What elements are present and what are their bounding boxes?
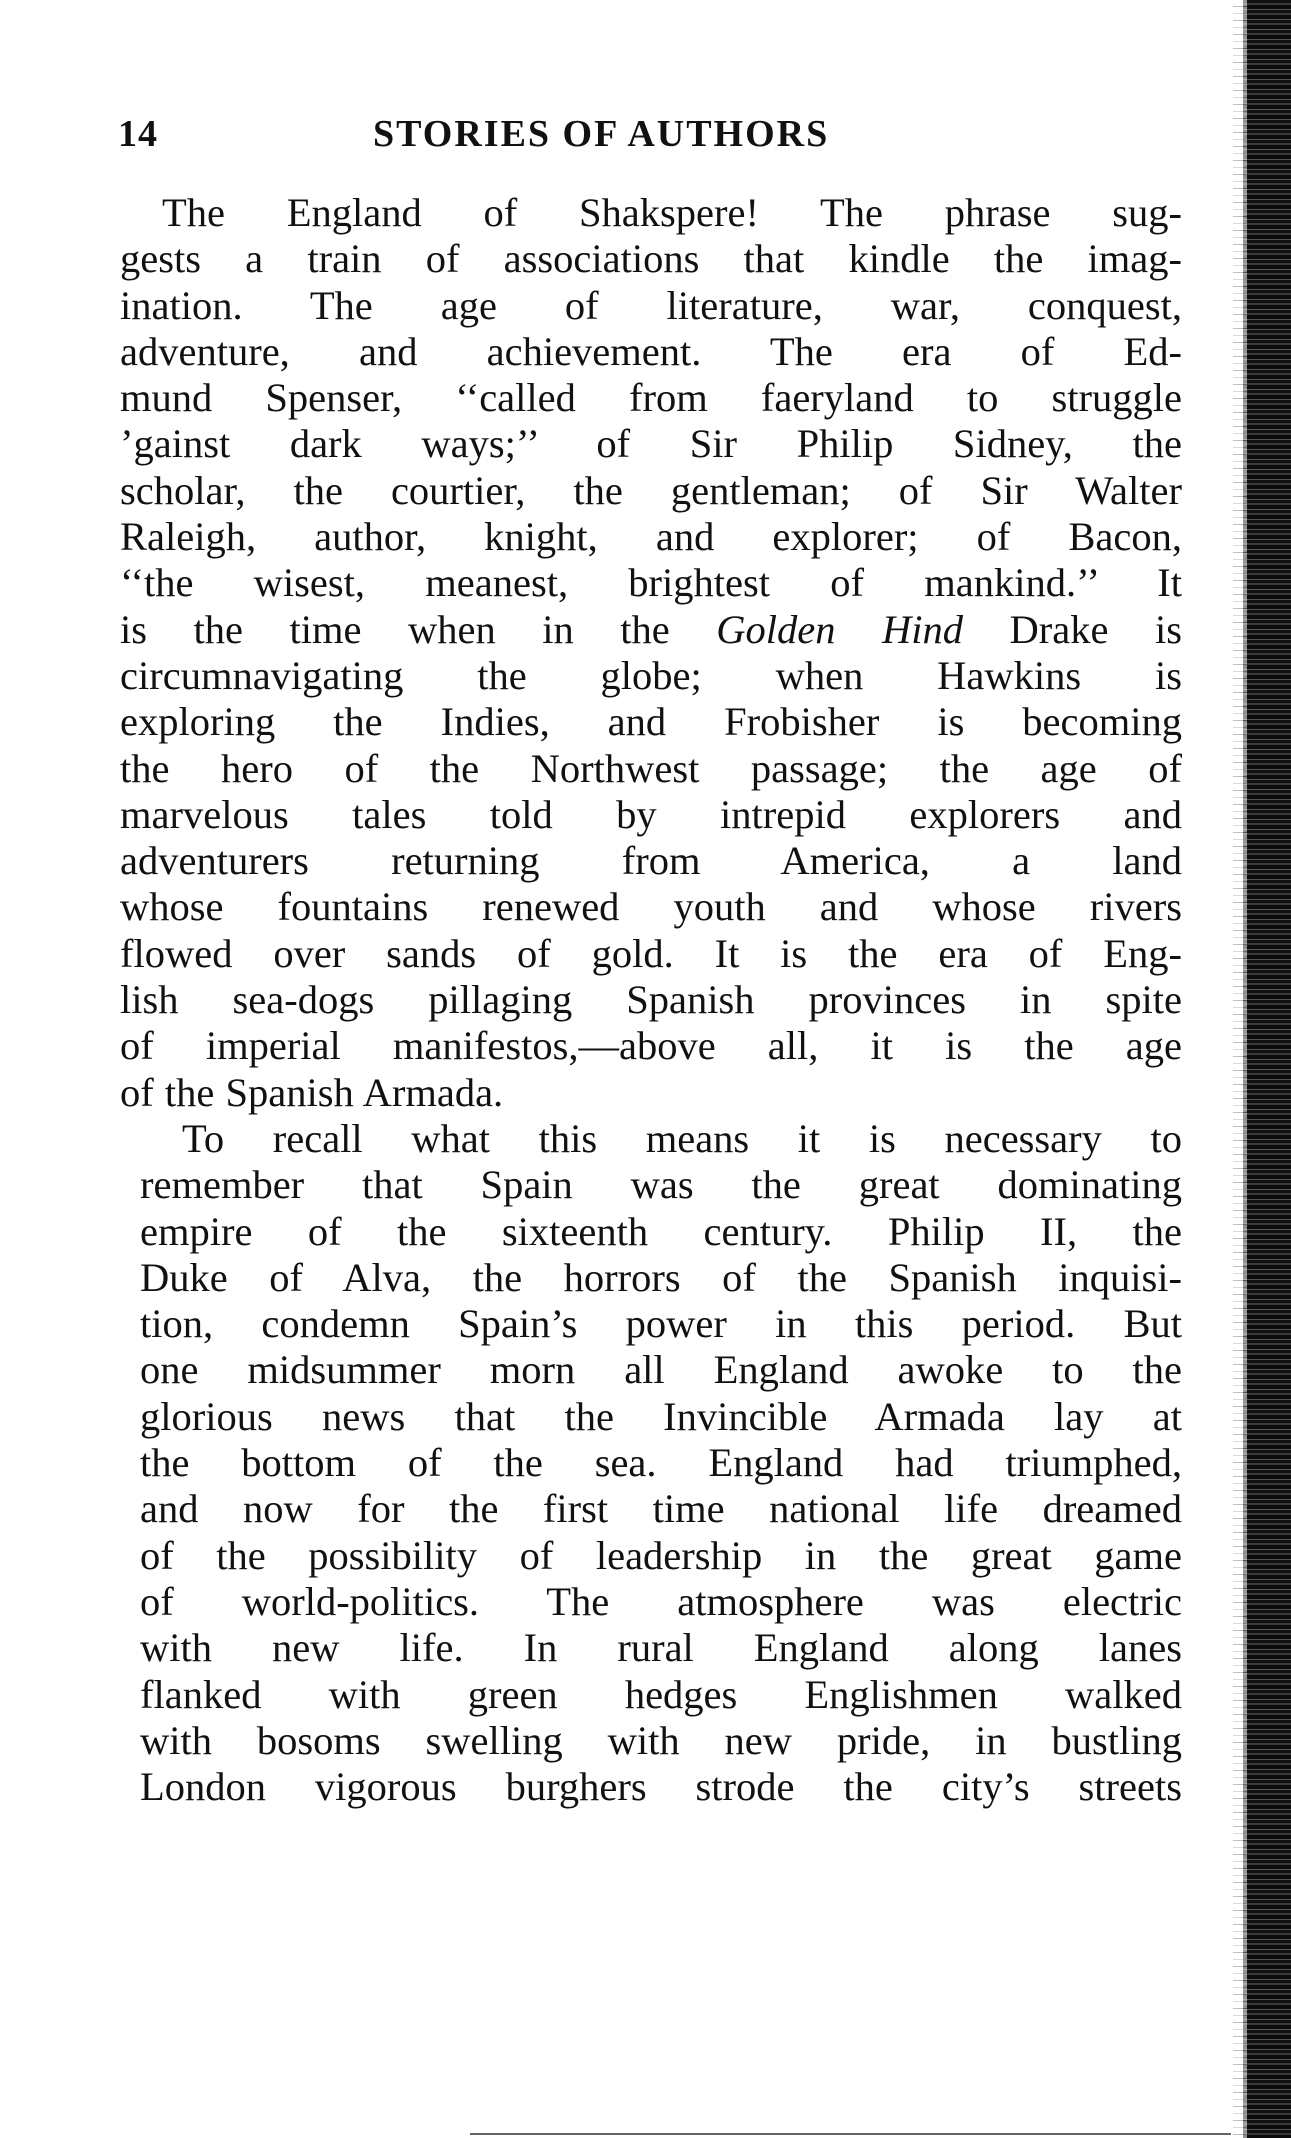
text-line: tion, condemn Spain’s power in this period. But [140,1301,1182,1347]
text-line-with-italic [120,607,1182,653]
text-line: one midsummer morn all England awoke to the [140,1347,1182,1393]
italic-ship-name: Golden Hind [716,606,964,652]
text-line: of world-politics. The atmosphere was electric [140,1578,1182,1624]
text-line: scholar, the courtier, the gentleman; of Sir Walter [120,467,1182,513]
text-line: London vigorous burghers strode the city’s streets [140,1764,1182,1810]
page-number: 14 [118,113,158,155]
text-line: ‘‘the wisest, meanest, brightest of mankind.’’ It [120,560,1182,606]
text-line: whose fountains renewed youth and whose rivers [120,884,1182,930]
page-edge-scan-shadow [1243,0,1291,2138]
text-line: ’gainst dark ways;’’ of Sir Philip Sidney, the [120,421,1182,467]
body-text [120,190,1182,1810]
text-line: Raleigh, author, knight, and explorer; of Bacon, [120,514,1182,560]
text-segment: Drake is [963,606,1182,652]
text-line: empire of the sixteenth century. Philip II, the [140,1208,1182,1254]
text-line: with new life. In rural England along lanes [140,1625,1182,1671]
text-line: The England of Shakspere! The phrase sug- [162,190,1182,235]
text-line: To recall what this means it is necessary to [182,1115,1182,1161]
paragraph-2 [140,1116,1182,1810]
text-line: of imperial manifestos,—above all, it is the age [120,1023,1182,1069]
text-line: adventure, and achievement. The era of Ed- [120,328,1182,374]
text-line: of the Spanish Armada. [120,1069,504,1115]
text-line: flowed over sands of gold. It is the era of Eng- [120,930,1182,976]
text-line: and now for the first time national life dreamed [140,1486,1182,1532]
text-line: glorious news that the Invincible Armada lay at [140,1393,1182,1439]
text-line: marvelous tales told by intrepid explorers and [120,791,1182,837]
text-segment: is the time when in the [120,606,717,652]
text-line: Duke of Alva, the horrors of the Spanish inquisi- [140,1254,1182,1300]
text-line: the bottom of the sea. England had triumphed, [140,1440,1182,1486]
text-line: circumnavigating the globe; when Hawkins is [120,652,1182,698]
running-title: STORIES OF AUTHORS [373,113,830,155]
text-line: adventurers returning from America, a land [120,838,1182,884]
text-line: gests a train of associations that kindle the imag- [120,236,1182,282]
text-line: with bosoms swelling with new pride, in bustling [140,1717,1182,1763]
running-head [118,112,1188,162]
text-line: exploring the Indies, and Frobisher is becoming [120,699,1182,745]
bottom-rule [470,2133,1231,2135]
text-line: flanked with green hedges Englishmen walked [140,1671,1182,1717]
text-line: the hero of the Northwest passage; the age of [120,745,1182,791]
text-line: mund Spenser, ‘‘called from faeryland to struggle [120,375,1182,421]
paragraph-1 [120,190,1182,1116]
text-line: lish sea-dogs pillaging Spanish provinces in spite [120,977,1182,1023]
text-line: ination. The age of literature, war, conquest, [120,282,1182,328]
text-line: of the possibility of leadership in the great game [140,1532,1182,1578]
text-line: remember that Spain was the great dominating [140,1162,1182,1208]
